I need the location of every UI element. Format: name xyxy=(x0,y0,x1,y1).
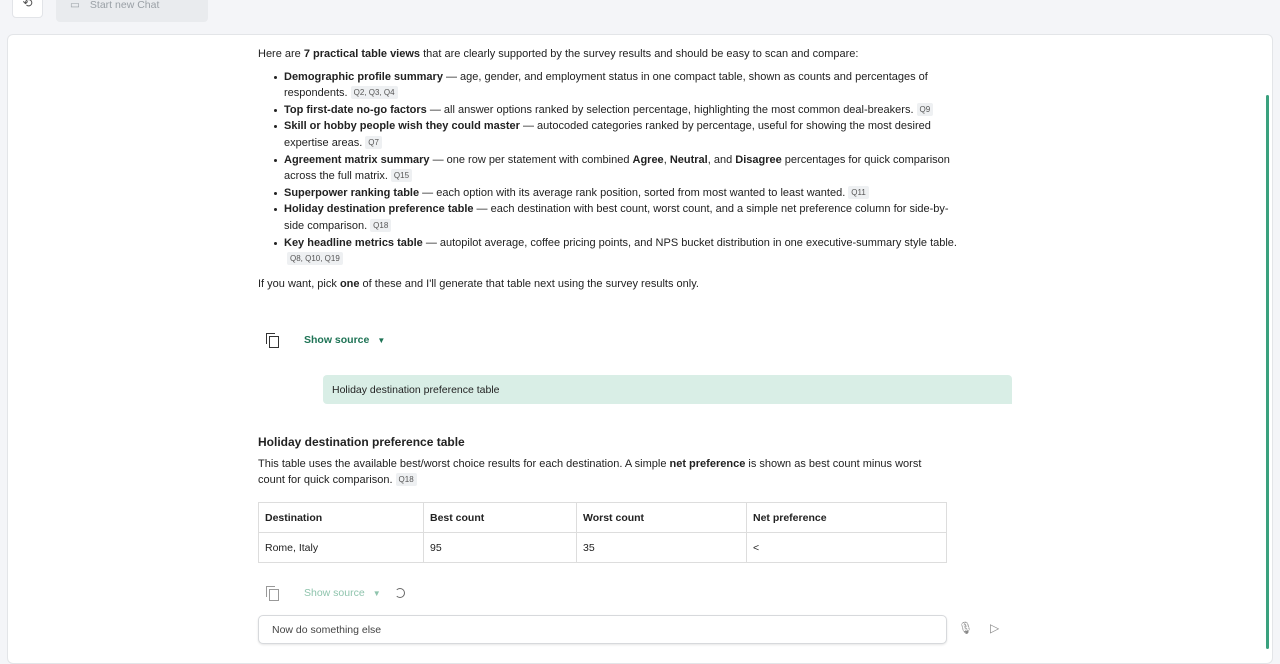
source-tag[interactable]: Q15 xyxy=(391,169,412,182)
microphone-icon[interactable]: 🎙 xyxy=(958,621,974,635)
answer-text: This table uses the available best/worst choice results for each destination. A simple net preference is shown as best count minus worst count for quick comparison. Q18 xyxy=(258,458,922,486)
chat-input[interactable] xyxy=(258,615,947,644)
list-item: Holiday destination preference table — each destination with best count, worst count, and a simple net preference column for side-by-side comparison. Q18 xyxy=(258,201,958,234)
copy-icon[interactable] xyxy=(266,333,280,347)
source-tag[interactable]: Q2, Q3, Q4 xyxy=(351,86,398,99)
source-tag[interactable]: Q18 xyxy=(370,219,391,232)
list-item: Agreement matrix summary — one row per statement with combined Agree, Neutral, and Disagree percentages for quick comparison across the full matrix. Q15 xyxy=(258,152,958,185)
list-item: Top first-date no-go factors — all answer options ranked by selection percentage, highlighting the most common deal-breakers. Q9 xyxy=(258,102,958,119)
table-cell: 95 xyxy=(424,533,577,563)
source-tag[interactable]: Q8, Q10, Q19 xyxy=(287,252,343,265)
list-item: Skill or hobby people wish they could master — autocoded categories ranked by percentage, useful for showing the most desired expertise areas. Q7 xyxy=(258,118,958,151)
table-view-list xyxy=(258,69,958,268)
history-button[interactable] xyxy=(12,0,43,18)
source-tag[interactable]: Q11 xyxy=(848,186,869,199)
show-source-button[interactable]: Show source xyxy=(304,334,370,346)
preference-table xyxy=(258,502,947,563)
list-item: Demographic profile summary — age, gender, and employment status in one compact table, shown as counts and percentages of respondents. Q2, Q3, Q4 xyxy=(258,69,958,102)
copy-icon[interactable] xyxy=(266,586,280,600)
chevron-down-icon[interactable]: ▼ xyxy=(377,335,386,345)
list-item: Superpower ranking table — each option with its average rank position, sorted from most wanted to least wanted. Q11 xyxy=(258,185,958,202)
outro-text: If you want, pick one of these and I'll generate that table next using the survey results only. xyxy=(258,277,699,290)
loading-spinner-icon xyxy=(395,588,405,598)
show-source-button[interactable]: Show source xyxy=(304,587,365,599)
table-cell: 35 xyxy=(577,533,747,563)
answer-title: Holiday destination preference table xyxy=(258,435,465,449)
chevron-down-icon[interactable]: ▼ xyxy=(372,588,381,598)
table-header-row xyxy=(259,503,947,533)
column-header: Worst count xyxy=(577,503,747,533)
column-header: Net preference xyxy=(747,503,947,533)
assistant-answer xyxy=(258,434,948,488)
message-actions xyxy=(258,333,385,347)
list-item: Key headline metrics table — autopilot average, coffee pricing points, and NPS bucket distribution in one executive-summary style table.Q8, Q10, Q19 xyxy=(258,235,958,268)
column-header: Destination xyxy=(259,503,424,533)
assistant-message xyxy=(258,46,958,292)
source-tag[interactable]: Q9 xyxy=(917,103,934,116)
table-cell: < xyxy=(747,533,947,563)
user-message: Holiday destination preference table xyxy=(323,375,1012,404)
message-actions-loading xyxy=(258,586,405,600)
scrollbar[interactable] xyxy=(1266,95,1269,649)
source-tag[interactable]: Q7 xyxy=(365,136,382,149)
chat-icon: ▭ xyxy=(70,0,80,11)
history-icon: ⟲ xyxy=(22,0,33,10)
top-bar xyxy=(0,0,1280,30)
table-row xyxy=(259,533,947,563)
intro-text: Here are 7 practical table views that are clearly supported by the survey results and should be easy to scan and compare: xyxy=(258,48,859,60)
column-header: Best count xyxy=(424,503,577,533)
start-new-chat-button[interactable]: ▭ Start new Chat xyxy=(56,0,208,22)
table-cell: Rome, Italy xyxy=(259,533,424,563)
send-icon[interactable]: ▷ xyxy=(990,621,1000,635)
source-tag[interactable]: Q18 xyxy=(396,473,417,486)
